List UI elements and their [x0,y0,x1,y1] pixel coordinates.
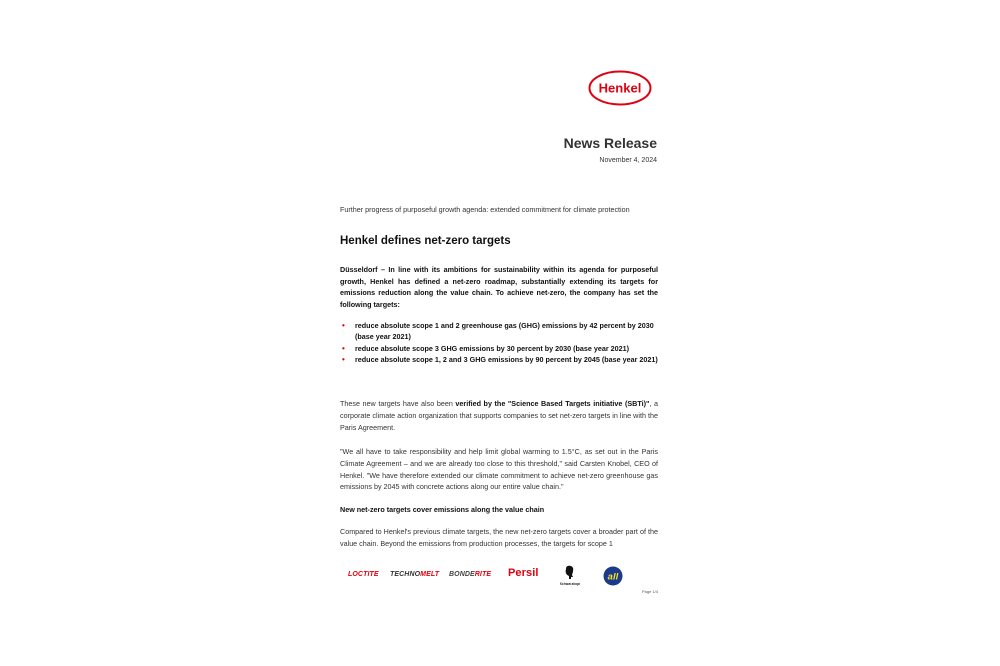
article-subtitle: Further progress of purposeful growth agenda: extended commitment for climate protection [340,205,630,214]
svg-text:all: all [607,571,619,583]
schwarzkopf-silhouette-icon [560,565,580,587]
document-page [340,0,660,666]
all-logo [603,566,623,586]
svg-text:Schwarzkopf: Schwarzkopf [560,582,580,586]
sbti-paragraph: These new targets have also been verified by the "Science Based Targets initiative (SBTi)", a corporate climate action organization that supports companies to set net-zero targets in line with the Paris Agreement. [340,399,658,432]
schwarzkopf-logo [560,565,580,587]
targets-list [340,320,658,365]
bullet-icon: • [342,321,345,330]
document-type-title: News Release [563,135,657,151]
bullet-icon: • [342,343,345,353]
lead-paragraph: Düsseldorf – In line with its ambitions for sustainability within its agenda for purposeful growth, Henkel has defined a net-zero roadmap, substantially extending its targets for emissions reduction along the value chain. To achieve net-zero, the company has set the following targets: [340,265,658,309]
henkel-logo-icon [588,70,652,106]
all-logo-icon [603,566,623,586]
list-item: • reduce absolute scope 3 GHG emissions by 30 percent by 2030 (base year 2021) [342,343,630,353]
article-headline: Henkel defines net-zero targets [340,235,511,247]
list-item: • reduce absolute scope 1 and 2 greenhouse gas (GHG) emissions by 42 percent by 2030 (base year 2021) [342,321,654,342]
ceo-quote-paragraph: "We all have to take responsibility and help limit global warming to 1.5°C, as set out in the Paris Climate Agreement – and we are already too close to this threshold," said Carsten Knobel, CEO of Henkel. "We have therefore extended our climate commitment to achieve net-zero greenhouse gas emissions by 2045 with concrete actions along our entire value chain." [340,447,658,492]
list-item: • reduce absolute scope 1, 2 and 3 GHG emissions by 90 percent by 2045 (base year 2021) [342,354,658,364]
svg-text:Henkel: Henkel [598,80,642,96]
loctite-logo: LOCTITE [348,571,379,578]
brand-logos-row [340,565,660,589]
page-number: Page 1/4 [641,589,658,594]
bullet-icon: • [342,354,345,364]
henkel-logo [588,70,652,106]
body-paragraph: Compared to Henkel's previous climate targets, the new net-zero targets cover a broader part of the value chain. Beyond the emissions from production processes, the targets for scope 1 [340,527,658,548]
release-date: November 4, 2024 [599,157,657,164]
sbti-emphasis: verified by the "Science Based Targets initiative (SBTi)" [455,399,650,408]
bonderite-logo: BONDERITE [449,571,492,578]
persil-logo: Persil [508,567,539,579]
technomelt-logo: TECHNOMELT [390,571,440,578]
section-subheading: New net-zero targets cover emissions along the value chain [340,505,545,514]
